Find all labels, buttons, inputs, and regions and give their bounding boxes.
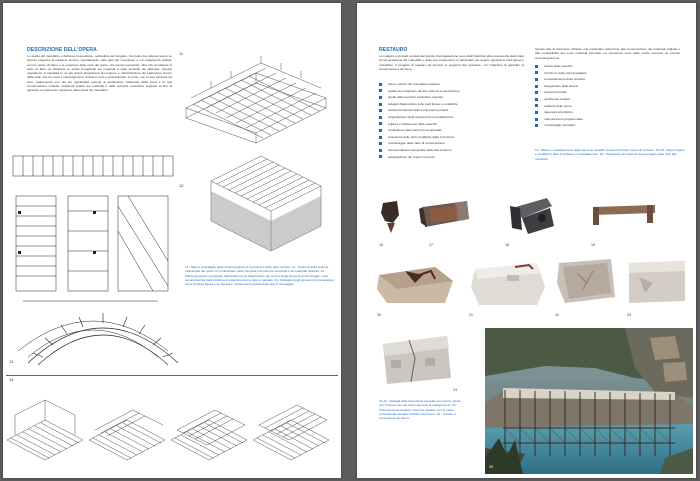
fig-number-22: 22 [555, 313, 559, 317]
assembly-sequence-drawing-1 [5, 385, 85, 470]
list-item: pulitura e trattamento delle superfici [379, 121, 460, 128]
right-caption-bottom: 21-22 - Dettagli delle lavorazioni eseguite sui conci in pietra con l'inserimento dei nuovi elementi di collegamento. 23 - Vista del ponte durante i lavori di restauro con le opere provvisionali montate sull'alveo del fiume. 24 - Il ponte a conclusione dei lavori. [379, 399, 461, 421]
fig-number-19: 19 [591, 243, 595, 247]
list-item: analisi dei materiali e del loro stato di conservazione [379, 88, 460, 95]
fig-number-16: 16 [379, 243, 383, 247]
list-item: verifica dei risultati [535, 96, 586, 103]
right-bullet-list [379, 81, 460, 160]
left-heading: DESCRIZIONE DELL'OPERA [27, 47, 97, 53]
stone-block-photo-3 [553, 253, 619, 308]
left-caption: 11 - Rilievo di dettaglio della struttura lignea di copertura e delle parti murarie. 12 - Schema della sezione trasversale del ponte con indicazione delle principali componenti strutturali e dei materiali utilizzati. 13 - Pianta generale e prospetto dell'arcata con la disposizione dei conci e degli elementi di ancoraggio; vista assonometrica della struttura di copertura con le travi e i tavolati. 14 - Dettaglio degli elementi di connessione tra la struttura lignea e la muratura; ricostruzione grafica delle fasi di montaggio. [185, 265, 335, 287]
bridge-restoration-photo [485, 328, 693, 474]
assembly-sequence-drawing-3 [169, 385, 249, 470]
arch-drawing [23, 293, 183, 368]
list-item: consolidamento delle strutture [535, 76, 586, 83]
section-drawing [191, 151, 331, 251]
fig-number-17: 17 [429, 243, 433, 247]
cracked-stone-photo [379, 328, 454, 388]
metal-artifact-photo-1 [375, 193, 405, 238]
right-page [357, 3, 696, 478]
fig-number-11: 11 [179, 51, 184, 56]
list-item: monitoraggio periodico [535, 122, 586, 129]
right-col2-text: Questo tipo di intervento richiede una particolare attenzione alla conservazione dei materiali originali e alla compatibilità dei nuovi materiali introdotti. Le operazioni sono state svolte secondo un preciso cronoprogramma: [535, 47, 680, 60]
fig-number-18: 18 [505, 243, 509, 247]
list-item: rimozione delle parti degradate [535, 70, 586, 77]
assembly-sequence-drawing-4 [251, 385, 331, 470]
right-intro-text: Le indagini e gli studi condotti dal gruppo di progettazione sono stati finalizzati alla conoscenza dello stato di conservazione del manufatto e delle sue componenti, in particolare per quanto riguarda le parti lignee e metalliche. Il progetto di restauro ha previsto le seguenti fasi operative, con l'obiettivo di garantire la conservazione del bene: [379, 54, 524, 71]
right-heading: RESTAURO [379, 47, 408, 53]
assembly-sequence-drawing-2 [87, 385, 167, 470]
fig-number-24: 24 [453, 388, 457, 392]
list-item: manutenzione programmata [535, 116, 586, 123]
left-page [3, 3, 341, 478]
list-item: studio delle tecniche costruttive originali [379, 94, 460, 101]
stone-block-photo-2 [467, 253, 549, 308]
metal-artifact-photo-4 [589, 199, 659, 229]
list-item: protezione finale [535, 89, 586, 96]
fig-number-13: 13 [9, 359, 14, 364]
list-item: rilievo metrico del manufatto esistente [379, 81, 460, 88]
list-item: catalogazione dei reperti rinvenuti [379, 154, 460, 161]
list-item: collaudo delle opere [535, 103, 586, 110]
list-item: monitoraggio dello stato di conservazione [379, 140, 460, 147]
list-item: sostituzione delle parti non recuperabili [379, 127, 460, 134]
right-col2-bullet-list [535, 63, 586, 129]
list-item: integrazione delle lacune [535, 83, 586, 90]
fig-number-20: 20 [377, 313, 381, 317]
metal-artifact-photo-2 [417, 193, 472, 238]
list-item: protezione delle parti metalliche dalla corrosione [379, 134, 460, 141]
roof-structure-drawing [181, 48, 331, 143]
list-item: verifica strutturale delle componenti portanti [379, 107, 460, 114]
fig-number-12: 12 [179, 183, 184, 188]
stone-block-photo-1 [375, 253, 457, 308]
list-item: documentazione fotografica delle fasi di lavoro [379, 147, 460, 154]
list-item: riapertura al pubblico [535, 109, 586, 116]
list-item: pulizia delle superfici [535, 63, 586, 70]
fig-number-23: 23 [627, 313, 631, 317]
list-item: indagini diagnostiche sulle parti lignee e metalliche [379, 101, 460, 108]
fig-number-14: 14 [9, 377, 14, 382]
list-item: progettazione degli interventi di consolidamento [379, 114, 460, 121]
stone-block-photo-4 [625, 253, 689, 308]
metal-artifact-photo-3 [502, 188, 562, 243]
divider [6, 375, 338, 376]
left-body-text: Lo studio del manufatto e dell'area in questione, nell'ambito del progetto, ha risolto con attento lavoro su diverse esigenze di carattere tecnico, specialmente nelle parti più complesse e con esperienza pratica, ecco le opere di rilievo e le coperture delle zone del ponte, che hanno consentito, oltre che di valutare lo stato di fatto, di effettuare le scelte progettuali sui materiali e sulle tecniche da utilizzare. Questa operazione si inquadra in un più ampio programma di recupero e valorizzazione del patrimonio storico della città, che ha visto il coinvolgimento di diversi enti e professionisti. Il ponte, con la sua struttura ad arco, rappresenta uno dei più significativi esempi di architettura medievale della zona e la sua conservazione richiede un'attenta analisi dei materiali e delle tecniche costruttive originali, al fine di garantire un intervento rispettoso della storia del manufatto. [27, 54, 172, 93]
right-caption-top: 15 - Rilievo e catalogazione degli elementi metallici rinvenuti durante i lavori di restauro. 16-18 - Reperti lignei e metallici in fase di pulitura e consolidamento. 19 - Particolare del sistema di ancoraggio delle travi alla muratura. [535, 148, 685, 161]
fig-number-21: 21 [469, 313, 473, 317]
fig-number-25: 25 [489, 465, 493, 469]
